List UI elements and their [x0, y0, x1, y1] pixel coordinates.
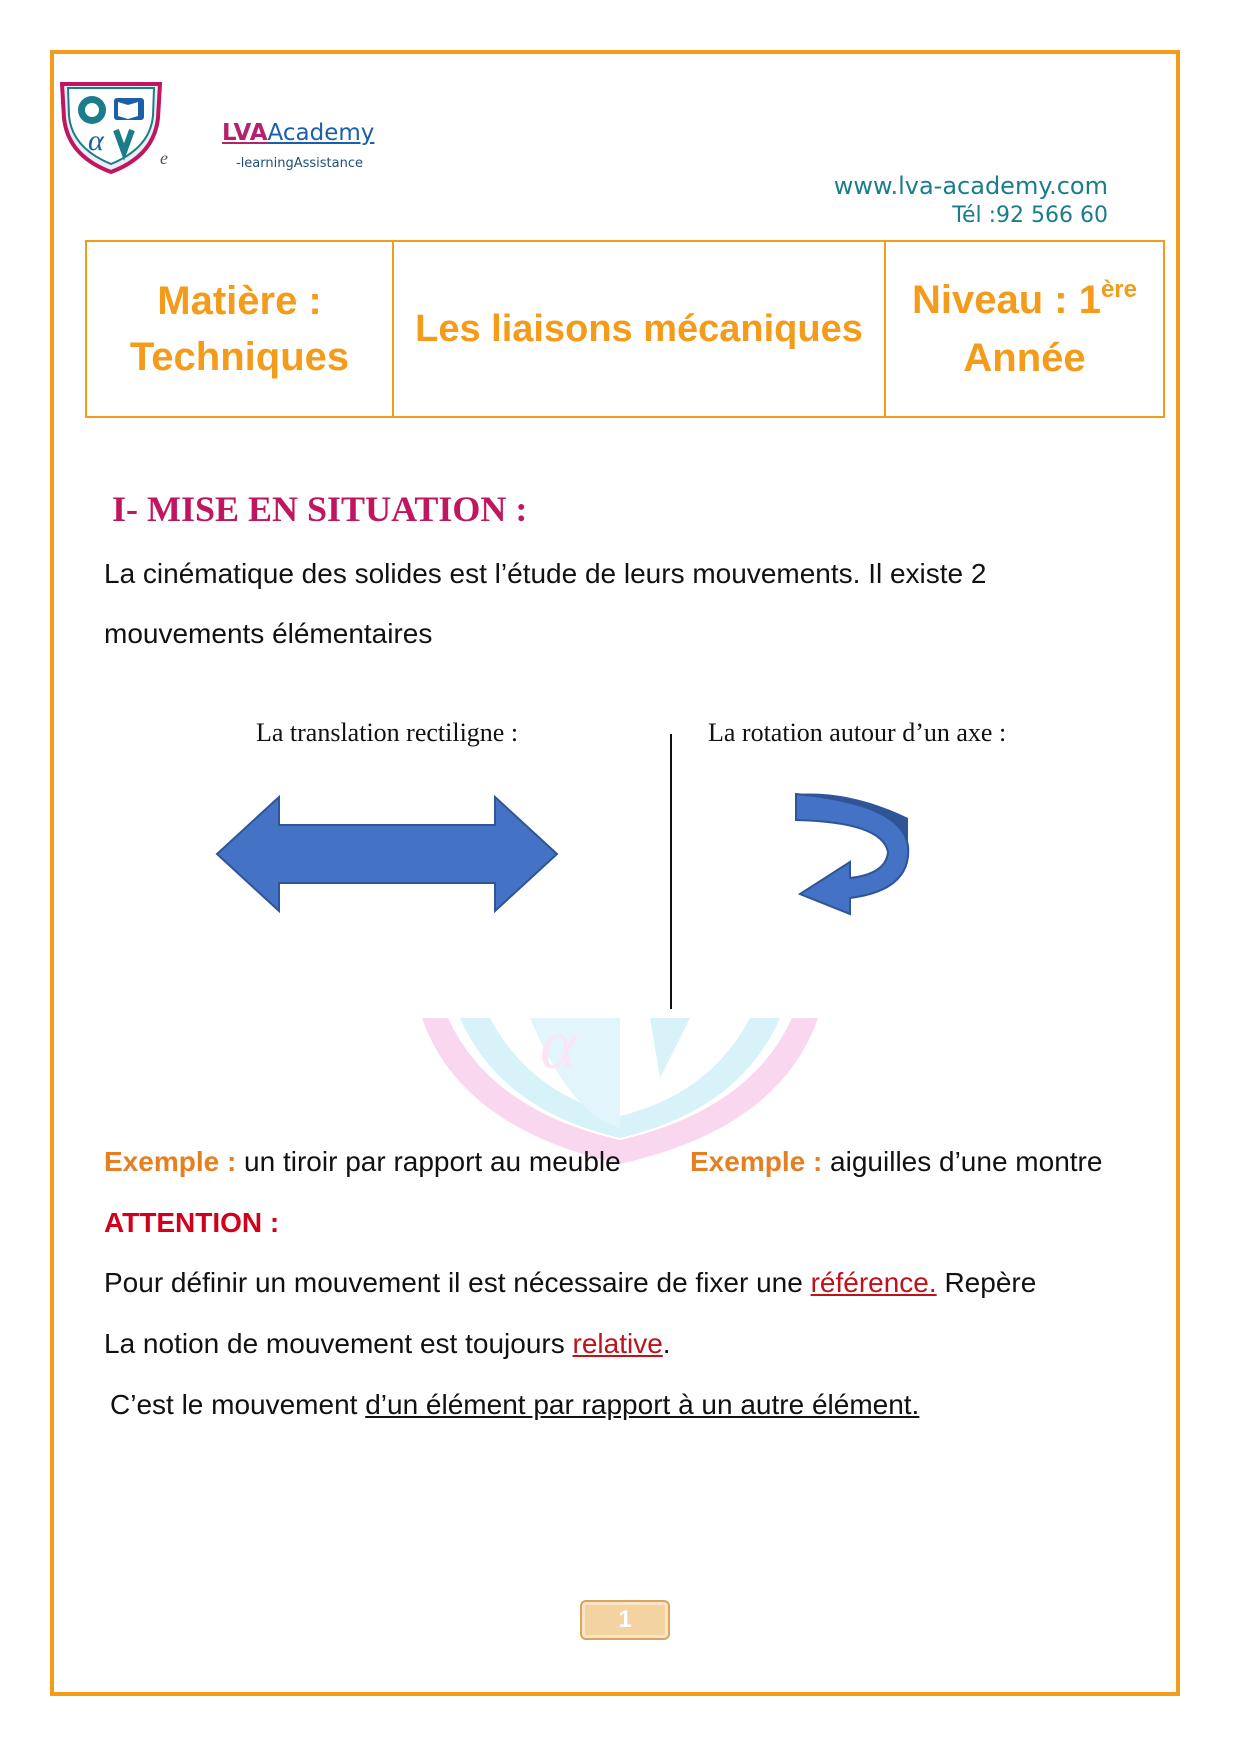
logo-e-mark: e: [160, 148, 168, 168]
lva-logo-icon: [58, 78, 164, 176]
example-translation: [104, 1146, 621, 1178]
intro-line-1: La cinématique des solides est l’étude de leurs mouvements. Il existe 2: [104, 558, 987, 589]
example-text-1: un tiroir par rapport au meuble: [236, 1146, 621, 1177]
relative-link[interactable]: relative: [572, 1328, 663, 1359]
section-title: I- MISE EN SITUATION :: [112, 489, 528, 529]
svg-text:α: α: [540, 1018, 577, 1084]
website-link[interactable]: www.lva-academy.com: [833, 172, 1108, 200]
attention-title: ATTENTION :: [104, 1207, 280, 1238]
subject-cell: [87, 242, 392, 416]
info-table: [85, 240, 1165, 418]
example-rotation: [690, 1146, 1102, 1178]
attention-line-1: Pour définir un mouvement il est nécessaire de fixer une référence. Repère: [104, 1267, 1037, 1298]
level-label: Niveau : 1ère: [911, 276, 1137, 322]
subject-label: Matière :: [157, 279, 322, 323]
brand-name[interactable]: [222, 120, 374, 146]
lva-watermark-icon: [420, 1018, 820, 1166]
page-number: 1: [580, 1600, 670, 1640]
rotation-arrow-icon: [790, 790, 918, 918]
example-label-1: Exemple :: [104, 1146, 237, 1177]
brand-academy: Academy: [267, 120, 375, 146]
brand-tagline: -learningAssistance: [236, 156, 363, 171]
intro-line-2: mouvements élémentaires: [104, 618, 433, 649]
level-superscript: ère: [1100, 276, 1137, 303]
subject-value: Techniques: [129, 335, 350, 379]
rotation-label: La rotation autour d’un axe :: [708, 718, 1007, 747]
lesson-title-cell: [392, 242, 884, 416]
figure-divider: [670, 734, 672, 1009]
phone-number: Tél :92 566 60: [952, 203, 1108, 228]
brand-lva: LVA: [222, 120, 268, 146]
level-value: Année: [963, 336, 1086, 380]
svg-text:α: α: [88, 124, 104, 157]
level-cell: [884, 242, 1163, 416]
attention-line-2: La notion de mouvement est toujours relative.: [104, 1328, 671, 1359]
example-label-2: Exemple :: [690, 1146, 823, 1177]
double-arrow-icon: [215, 795, 559, 913]
reference-link[interactable]: référence.: [810, 1267, 937, 1298]
lesson-title: Les liaisons mécaniques: [415, 307, 863, 350]
example-text-2: aiguilles d’une montre: [822, 1146, 1103, 1177]
translation-label: La translation rectiligne :: [256, 718, 519, 747]
attention-line-3: C’est le mouvement d’un élément par rapport à un autre élément.: [110, 1389, 920, 1420]
underlined-phrase: d’un élément par rapport à un autre élément.: [365, 1389, 920, 1420]
